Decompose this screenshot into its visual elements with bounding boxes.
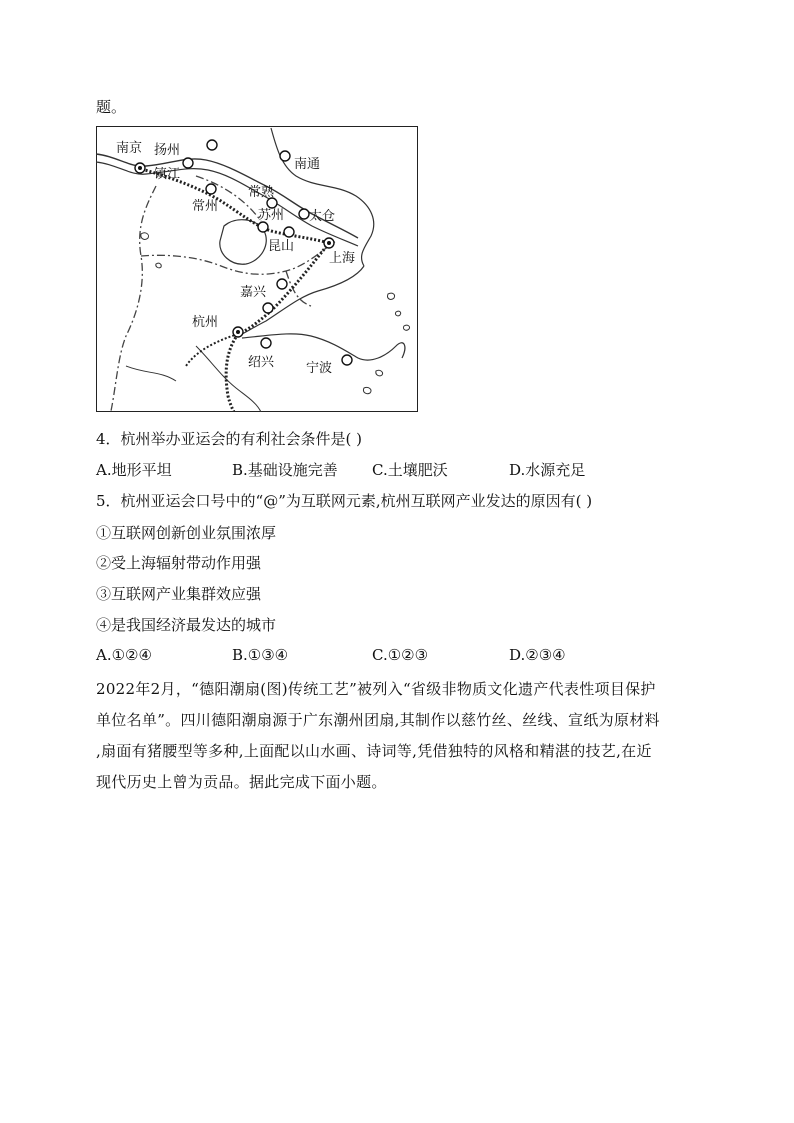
passage-line-1: 2022年2月，“德阳潮扇(图)传统工艺”被列入“省级非物质文化遗产代表性项目保护 [96, 680, 656, 698]
q5-stem: 5．杭州亚运会口号中的“@”为互联网元素,杭州互联网产业发达的原因有( ) [96, 492, 593, 510]
q5-option-d[interactable]: D.②③④ [509, 646, 566, 664]
city-label-shanghai: 上海 [329, 251, 356, 266]
passage-line-3: ,扇面有猪腰型等多种,上面配以山水画、诗词等,凭借独特的风格和精湛的技艺,在近 [96, 742, 652, 760]
city-label-taicang: 太仓 [309, 209, 336, 224]
q4-option-b[interactable]: B.基础设施完善 [232, 461, 338, 479]
city-label-nantong: 南通 [294, 157, 321, 172]
city-label-jiaxing: 嘉兴 [240, 285, 267, 300]
q4-option-a[interactable]: A.地形平坦 [96, 461, 172, 479]
passage-line-4: 现代历史上曾为贡品。据此完成下面小题。 [96, 773, 387, 791]
q5-item-3: ③互联网产业集群效应强 [96, 585, 262, 603]
q5-item-2: ②受上海辐射带动作用强 [96, 554, 262, 572]
city-label-shaoxing: 绍兴 [248, 355, 275, 370]
q4-option-d[interactable]: D.水源充足 [509, 461, 586, 479]
city-label-suzhou: 苏州 [258, 208, 285, 223]
city-label-ningbo: 宁波 [306, 361, 333, 376]
q5-item-4: ④是我国经济最发达的城市 [96, 616, 277, 634]
q4-stem: 4．杭州举办亚运会的有利社会条件是( ) [96, 430, 363, 448]
city-label-yangzhou: 扬州 [154, 143, 181, 158]
q5-item-1: ①互联网创新创业氛围浓厚 [96, 524, 277, 542]
yangtze-delta-map [96, 126, 418, 412]
top-fragment: 题。 [96, 98, 127, 116]
city-label-hangzhou: 杭州 [192, 315, 219, 330]
q5-option-b[interactable]: B.①③④ [232, 646, 289, 664]
q5-option-c[interactable]: C.①②③ [372, 646, 429, 664]
city-label-changshu: 常熟 [248, 185, 275, 200]
passage [96, 674, 706, 798]
q4-option-c[interactable]: C.土壤肥沃 [372, 461, 448, 479]
city-label-nanjing: 南京 [116, 141, 143, 156]
passage-line-2: 单位名单”。四川德阳潮扇源于广东潮州团扇,其制作以慈竹丝、丝线、宣纸为原材料 [96, 711, 660, 729]
city-label-changzhou: 常州 [192, 199, 219, 214]
city-label-zhenjiang: 镇江 [154, 167, 181, 182]
city-label-kunshan: 昆山 [268, 239, 295, 254]
q5-option-a[interactable]: A.①②④ [96, 646, 152, 664]
